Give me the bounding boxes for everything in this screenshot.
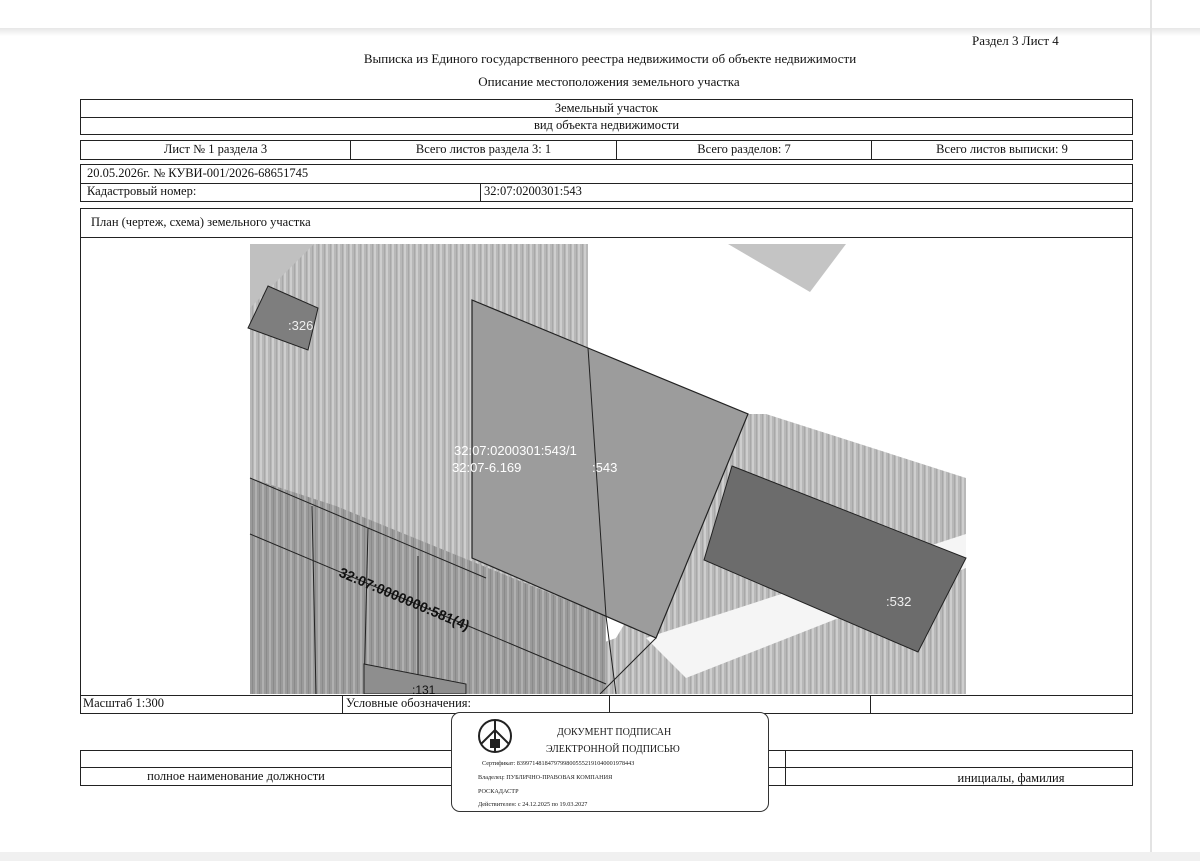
label-zone: 32:07-6.169 — [452, 460, 522, 475]
record-box — [80, 164, 1133, 202]
section-sheets-total: Всего листов раздела 3: 1 — [415, 142, 552, 156]
map-gray-area — [728, 244, 846, 292]
divider — [81, 695, 1132, 696]
divider — [870, 695, 871, 713]
stamp-line-1: ДОКУМЕНТ ПОДПИСАН — [557, 727, 672, 738]
divider — [785, 751, 786, 785]
divider — [609, 695, 610, 713]
sheet-number: Лист № 1 раздела 3 — [163, 142, 268, 156]
legend-label: Условные обозначения: — [346, 696, 472, 710]
stamp-line-2: ЭЛЕКТРОННОЙ ПОДПИСЬЮ — [546, 744, 680, 755]
document-title: Выписка из Единого государственного реестра недвижимости об объекте недвижимости — [363, 51, 857, 66]
stamp-owner: Владелец: ПУБЛИЧНО-ПРАВОВАЯ КОМПАНИЯ — [478, 774, 613, 781]
object-type-box — [80, 99, 1133, 135]
stamp-owner-name: РОСКАДАСТР — [478, 788, 519, 795]
divider — [480, 183, 481, 201]
plan-caption: План (чертеж, схема) земельного участка — [91, 215, 311, 229]
label-parcel-131: :131 — [412, 683, 436, 694]
label-parcel-326: :326 — [288, 318, 314, 333]
stamp-certificate: Сертификат: 8399714818479799800555219104000197844З — [482, 760, 635, 767]
label-parcel-581: 32:07:0000000:581(4) — [336, 564, 473, 634]
divider — [342, 695, 343, 713]
cadastral-number-label: Кадастровый номер: — [87, 184, 197, 198]
extract-date-number: 20.05.2026г. № КУВИ-001/2026-68651745 — [87, 166, 309, 180]
label-parcel-543: :543 — [592, 460, 618, 475]
cadastral-plan — [86, 238, 1130, 694]
label-parcel-532: :532 — [886, 594, 912, 609]
electronic-signature-stamp — [451, 712, 769, 812]
section-sheet-label: Раздел 3 Лист 4 — [972, 33, 1059, 48]
document-subtitle: Описание местоположения земельного участка — [478, 74, 740, 89]
extract-sheets-total: Всего листов выписки: 9 — [936, 142, 1068, 156]
sheet-info-row — [80, 140, 1133, 160]
scale-label: Масштаб 1:300 — [83, 696, 164, 710]
initials-caption: инициалы, фамилия — [957, 771, 1065, 785]
divider — [81, 183, 1132, 184]
cadastral-number-value: 32:07:0200301:543 — [484, 184, 582, 198]
page-right-edge — [1150, 0, 1152, 861]
object-type-value: Земельный участок — [554, 101, 659, 115]
roskadastr-logo-icon — [476, 717, 514, 760]
object-type-caption: вид объекта недвижимости — [533, 118, 680, 132]
page-bottom-edge — [0, 852, 1200, 861]
position-caption: полное наименование должности — [147, 769, 325, 783]
sections-total: Всего разделов: 7 — [697, 142, 791, 156]
stamp-validity: Действителен: с 24.12.2025 по 19.03.2027 — [478, 801, 588, 808]
label-parcel-543-part: 32:07:0200301:543/1 — [454, 443, 577, 458]
